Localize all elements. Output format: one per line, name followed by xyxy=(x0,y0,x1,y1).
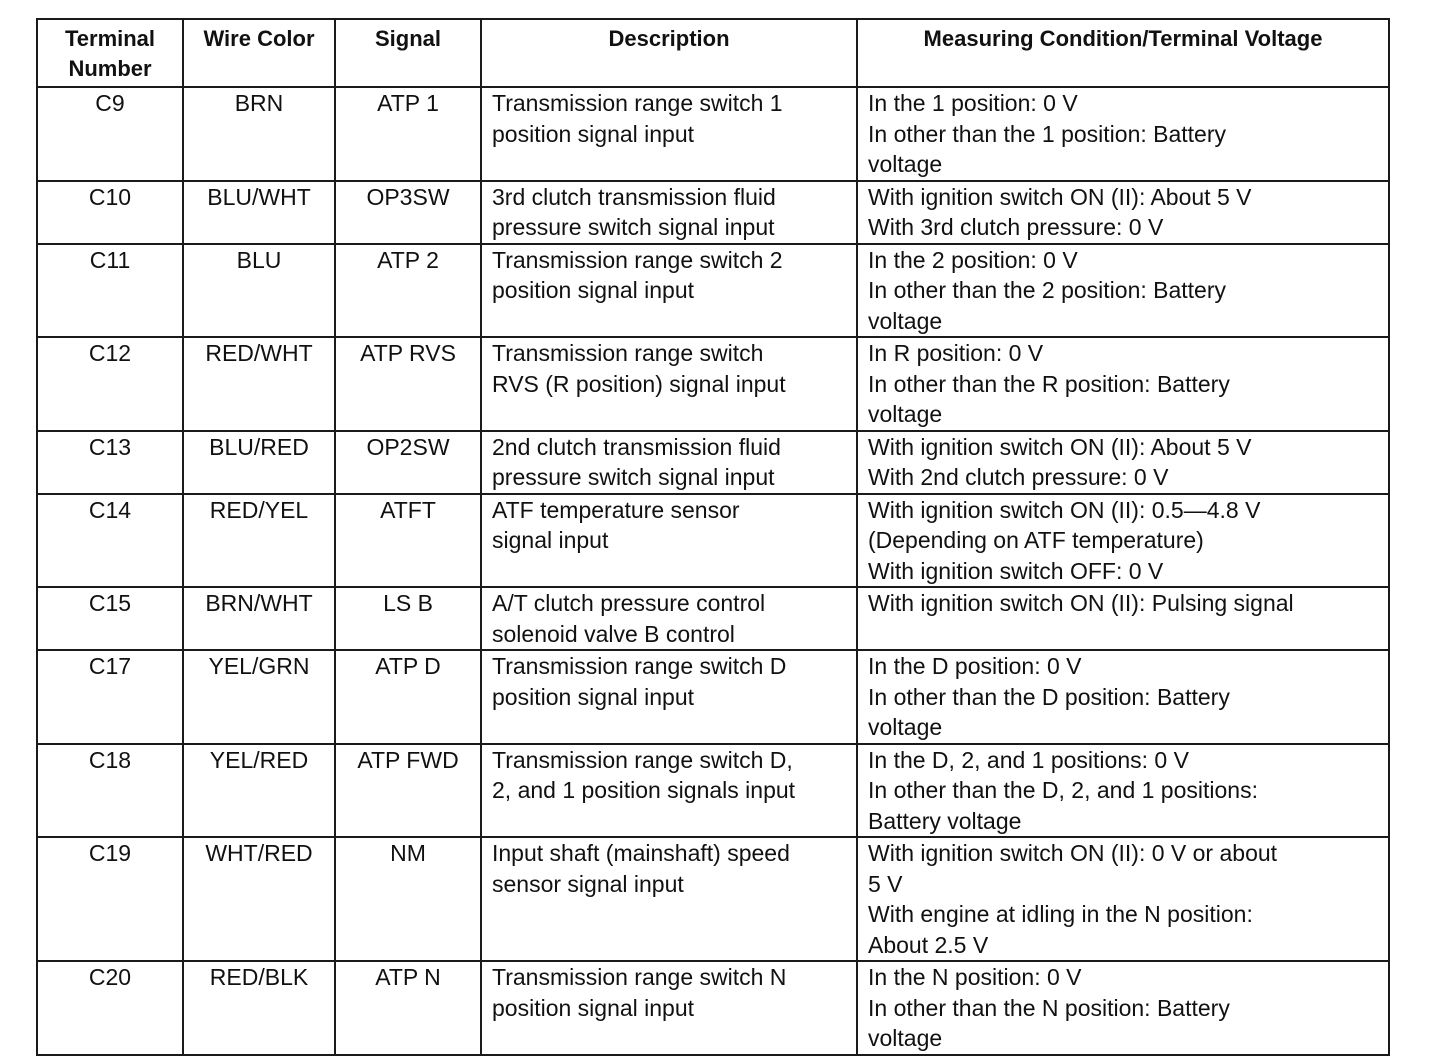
terminal-number-cell: C20 xyxy=(37,961,183,1055)
measuring-condition-cell xyxy=(857,837,1389,961)
terminal-number-cell: C13 xyxy=(37,431,183,494)
description-line: Transmission range switch D xyxy=(492,653,787,679)
measuring-condition-cell xyxy=(857,961,1389,1055)
description-cell xyxy=(481,961,857,1055)
description-cell xyxy=(481,650,857,744)
measuring-condition-cell xyxy=(857,87,1389,181)
measuring-condition-cell xyxy=(857,494,1389,588)
description-cell xyxy=(481,337,857,431)
description-cell xyxy=(481,181,857,244)
description-line: sensor signal input xyxy=(492,870,684,897)
table-body xyxy=(37,87,1389,1055)
measuring-line: voltage xyxy=(868,401,943,427)
measuring-line: In other than the N position: Battery xyxy=(868,994,1230,1021)
measuring-line: With 3rd clutch pressure: 0 V xyxy=(868,214,1164,240)
signal-cell: ATP D xyxy=(335,650,481,744)
description-line: RVS (R position) signal input xyxy=(492,370,786,397)
description-cell xyxy=(481,87,857,181)
description-line: 2nd clutch transmission fluid xyxy=(492,433,781,460)
description-cell xyxy=(481,587,857,650)
description-line: Transmission range switch 2 xyxy=(492,246,783,273)
terminal-number-cell: C12 xyxy=(37,337,183,431)
signal-cell: NM xyxy=(335,837,481,961)
description-line: 3rd clutch transmission fluid xyxy=(492,183,776,210)
signal-cell: OP2SW xyxy=(335,431,481,494)
signal-cell: ATP 2 xyxy=(335,244,481,338)
measuring-line: With ignition switch ON (II): 0.5—4.8 V xyxy=(868,496,1261,523)
description-line: A/T clutch pressure control xyxy=(492,590,766,616)
wire-color-cell: BLU xyxy=(183,244,335,338)
measuring-line: In other than the D, 2, and 1 positions: xyxy=(868,777,1258,803)
measuring-line: In R position: 0 V xyxy=(868,340,1044,366)
description-line: 2, and 1 position signals input xyxy=(492,777,796,803)
description-line: position signal input xyxy=(492,994,695,1021)
description-line: position signal input xyxy=(492,277,695,303)
table-row xyxy=(37,181,1389,244)
signal-cell: ATP RVS xyxy=(335,337,481,431)
wire-color-cell: RED/BLK xyxy=(183,961,335,1055)
measuring-line: With engine at idling in the N position: xyxy=(868,901,1253,927)
description-line: Transmission range switch 1 xyxy=(492,90,783,116)
description-cell xyxy=(481,431,857,494)
description-cell xyxy=(481,744,857,838)
measuring-line: In the D, 2, and 1 positions: 0 V xyxy=(868,746,1189,773)
measuring-line: voltage xyxy=(868,1025,943,1051)
description-line: position signal input xyxy=(492,683,695,710)
terminal-number-cell: C18 xyxy=(37,744,183,838)
description-line: Transmission range switch N xyxy=(492,964,787,990)
measuring-condition-cell xyxy=(857,650,1389,744)
terminal-number-cell: C11 xyxy=(37,244,183,338)
description-cell xyxy=(481,244,857,338)
wire-color-cell: BLU/WHT xyxy=(183,181,335,244)
signal-cell: ATP N xyxy=(335,961,481,1055)
table-row xyxy=(37,431,1389,494)
wire-color-cell: RED/WHT xyxy=(183,337,335,431)
description-line: solenoid valve B control xyxy=(492,620,735,647)
table-row xyxy=(37,837,1389,961)
measuring-line: With 2nd clutch pressure: 0 V xyxy=(868,464,1169,490)
measuring-line: About 2.5 V xyxy=(868,931,989,958)
measuring-line: In the N position: 0 V xyxy=(868,964,1082,990)
measuring-line: voltage xyxy=(868,307,943,334)
header-measuring-condition: Measuring Condition/Terminal Voltage xyxy=(857,19,1389,87)
measuring-line: In other than the R position: Battery xyxy=(868,370,1230,397)
measuring-line: With ignition switch ON (II): About 5 V xyxy=(868,433,1252,460)
description-cell xyxy=(481,837,857,961)
signal-cell: ATP FWD xyxy=(335,744,481,838)
signal-cell: ATP 1 xyxy=(335,87,481,181)
table-header xyxy=(37,19,1389,87)
measuring-line: voltage xyxy=(868,714,943,740)
terminal-number-cell: C19 xyxy=(37,837,183,961)
signal-cell: LS B xyxy=(335,587,481,650)
wire-color-cell: BRN/WHT xyxy=(183,587,335,650)
description-line: Transmission range switch D, xyxy=(492,746,793,773)
header-signal: Signal xyxy=(335,19,481,87)
measuring-line: In other than the 1 position: Battery xyxy=(868,120,1227,147)
description-line: Transmission range switch xyxy=(492,340,764,366)
measuring-line: With ignition switch ON (II): Pulsing signal xyxy=(868,590,1294,616)
table-row xyxy=(37,494,1389,588)
header-wire-color: Wire Color xyxy=(183,19,335,87)
measuring-line: In other than the D position: Battery xyxy=(868,683,1230,710)
measuring-condition-cell xyxy=(857,744,1389,838)
measuring-line: Battery voltage xyxy=(868,807,1022,834)
table-row xyxy=(37,87,1389,181)
measuring-line: With ignition switch ON (II): About 5 V xyxy=(868,183,1252,210)
table-row xyxy=(37,337,1389,431)
table-row xyxy=(37,650,1389,744)
description-line: pressure switch signal input xyxy=(492,464,775,490)
measuring-line: In the 2 position: 0 V xyxy=(868,246,1078,273)
wire-color-cell: WHT/RED xyxy=(183,837,335,961)
table-row xyxy=(37,244,1389,338)
wire-color-cell: RED/YEL xyxy=(183,494,335,588)
description-line: position signal input xyxy=(492,120,695,147)
signal-cell: ATFT xyxy=(335,494,481,588)
table-row xyxy=(37,587,1389,650)
terminal-number-cell: C9 xyxy=(37,87,183,181)
description-line: pressure switch signal input xyxy=(492,214,775,240)
measuring-condition-cell xyxy=(857,431,1389,494)
measuring-condition-cell xyxy=(857,587,1389,650)
measuring-line: (Depending on ATF temperature) xyxy=(868,527,1204,553)
terminal-number-cell: C15 xyxy=(37,587,183,650)
description-line: ATF temperature sensor xyxy=(492,496,740,523)
wire-color-cell: YEL/RED xyxy=(183,744,335,838)
description-line: Input shaft (mainshaft) speed xyxy=(492,840,790,866)
measuring-line: With ignition switch OFF: 0 V xyxy=(868,557,1164,584)
terminal-number-cell: C14 xyxy=(37,494,183,588)
wire-color-cell: BRN xyxy=(183,87,335,181)
header-row xyxy=(37,19,1389,87)
header-description: Description xyxy=(481,19,857,87)
measuring-condition-cell xyxy=(857,337,1389,431)
measuring-line: In other than the 2 position: Battery xyxy=(868,277,1227,303)
signal-cell: OP3SW xyxy=(335,181,481,244)
measuring-line: 5 V xyxy=(868,870,903,897)
terminal-number-cell: C17 xyxy=(37,650,183,744)
measuring-line: In the D position: 0 V xyxy=(868,653,1082,679)
table-row xyxy=(37,961,1389,1055)
table-row xyxy=(37,744,1389,838)
terminal-number-cell: C10 xyxy=(37,181,183,244)
wire-color-cell: BLU/RED xyxy=(183,431,335,494)
header-terminal-number: Terminal Number xyxy=(37,19,183,87)
measuring-line: In the 1 position: 0 V xyxy=(868,90,1078,116)
measuring-condition-cell xyxy=(857,181,1389,244)
description-cell xyxy=(481,494,857,588)
wire-color-cell: YEL/GRN xyxy=(183,650,335,744)
measuring-line: voltage xyxy=(868,151,943,177)
description-line: signal input xyxy=(492,527,609,553)
terminal-voltage-table xyxy=(36,18,1390,1056)
measuring-condition-cell xyxy=(857,244,1389,338)
measuring-line: With ignition switch ON (II): 0 V or about xyxy=(868,840,1278,866)
